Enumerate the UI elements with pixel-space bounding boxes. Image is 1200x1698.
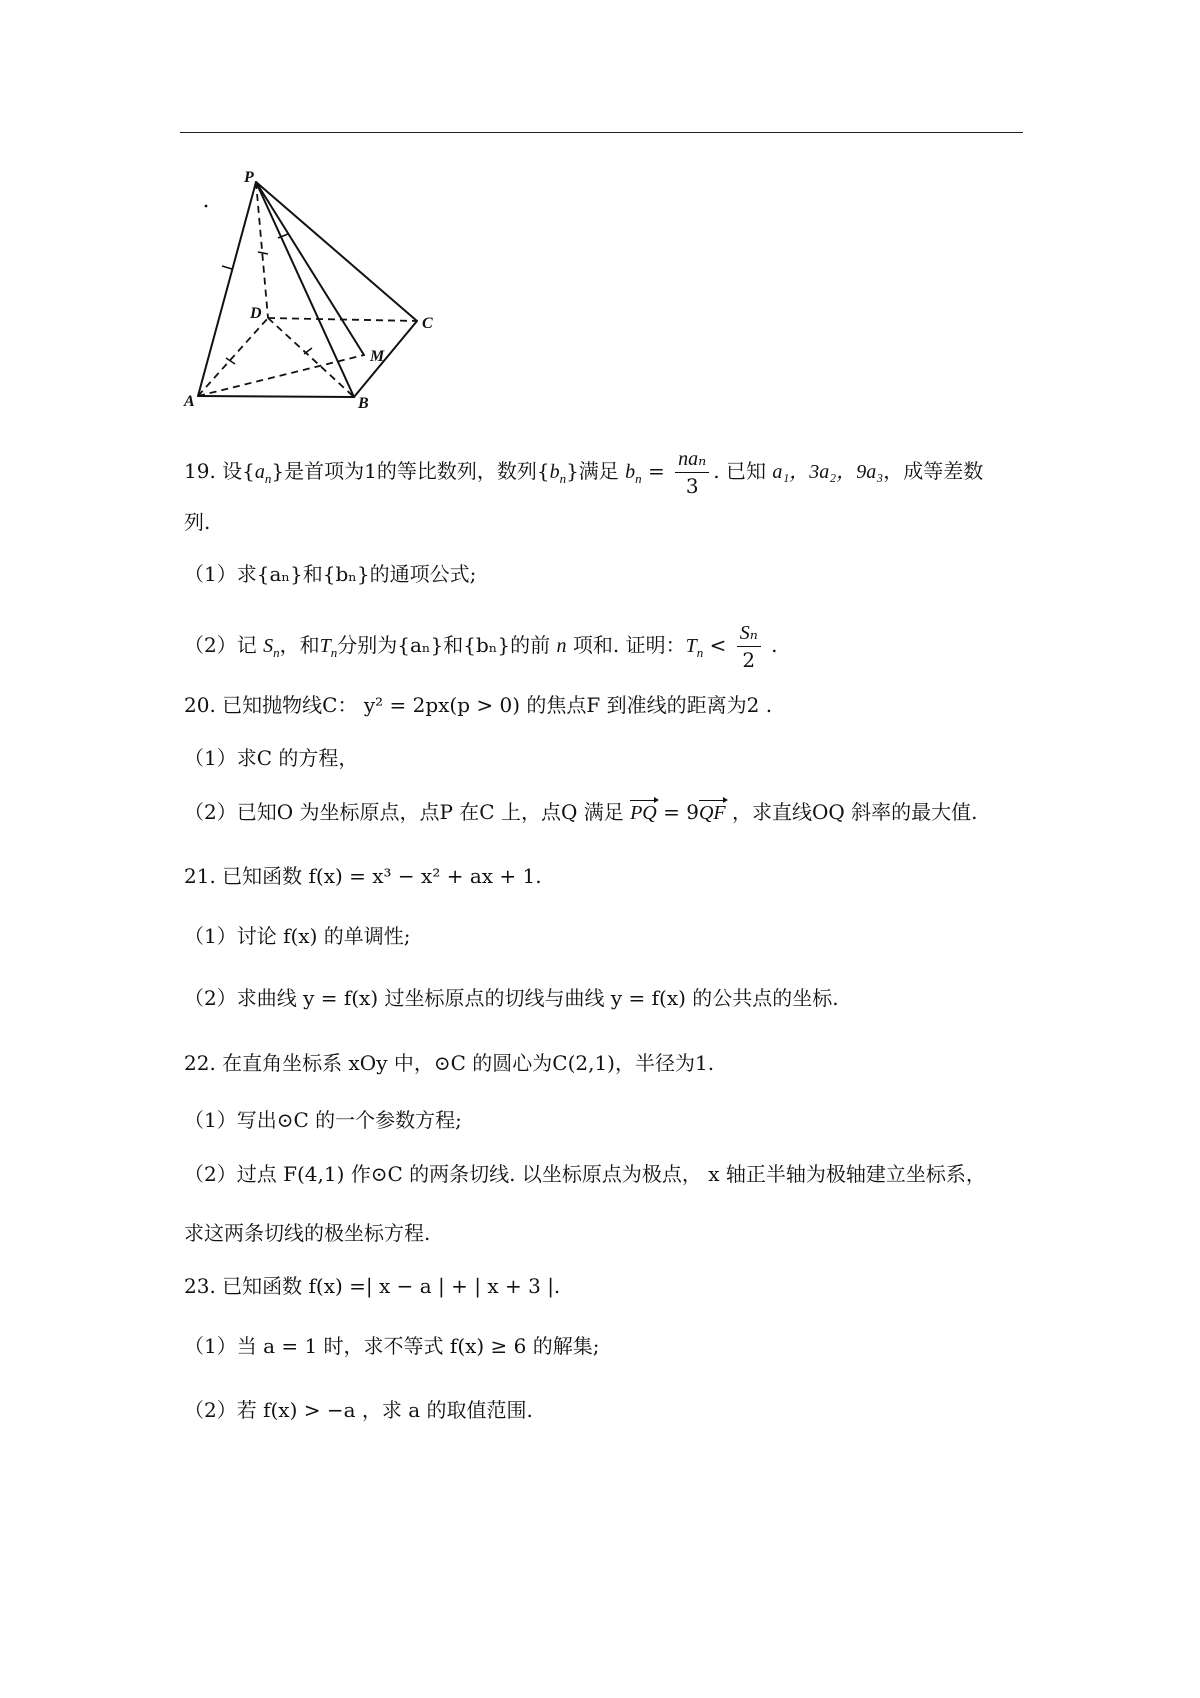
stray-mark xyxy=(205,205,208,208)
tick-mark xyxy=(222,266,232,269)
pyramid-figure xyxy=(186,168,451,413)
vertex-label-P: P xyxy=(244,169,254,186)
tick-mark xyxy=(258,252,268,254)
q23-stem: 23. 已知函数 f(x) =| x − a | + | x + 3 |. xyxy=(184,1274,561,1298)
edge-DB xyxy=(268,318,354,397)
q23-part2: （2）若 f(x) > −a ，求 a 的取值范围. xyxy=(184,1398,533,1422)
edge-PM xyxy=(256,182,364,355)
q20-stem: 20. 已知抛物线C： y² = 2px(p > 0) 的焦点F 到准线的距离为2 . xyxy=(184,693,773,717)
q22-part2: （2）过点 F(4,1) 作⊙C 的两条切线. 以坐标原点为极点， x 轴正半轴为极轴建立坐标系， xyxy=(184,1162,986,1186)
edge-PC xyxy=(256,182,417,321)
vertex-label-M: M xyxy=(370,348,385,365)
q21-part1: （1）讨论 f(x) 的单调性; xyxy=(184,924,411,948)
vertex-label-A: A xyxy=(184,393,195,410)
q21-stem: 21. 已知函数 f(x) = x³ − x² + ax + 1. xyxy=(184,864,542,888)
q22-part1: （1）写出⊙C 的一个参数方程; xyxy=(184,1108,462,1132)
edge-BC xyxy=(354,321,417,397)
q19-part2: （2）记 $S_n$，和$T_n$分别为{aₙ}和{bₙ}的前 n 项和. 证明：$T_n$ < $\frac{\text{Sₙ}}{2}$ . xyxy=(184,622,778,672)
edge-PA xyxy=(198,182,256,396)
q21-part2: （2）求曲线 y = f(x) 过坐标原点的切线与曲线 y = f(x) 的公共点的坐标. xyxy=(184,986,839,1010)
q22-stem: 22. 在直角坐标系 xOy 中，⊙C 的圆心为C(2,1)，半径为1. xyxy=(184,1051,715,1075)
vertex-label-B: B xyxy=(358,395,369,412)
q20-part2: （2）已知O 为坐标原点，点P 在C 上，点Q 满足 PQ = 9QF ，求直线OQ 斜率的最大值. xyxy=(184,800,978,824)
q22-part2-wrap: 求这两条切线的极坐标方程. xyxy=(184,1221,431,1245)
vertex-label-D: D xyxy=(250,305,262,322)
vertex-label-C: C xyxy=(422,315,433,332)
bn-fraction: $\frac{\text{naₙ}}{3}$ xyxy=(675,446,709,499)
q19-stem-wrap: 列. xyxy=(184,510,211,534)
vector-PQ: PQ xyxy=(630,802,657,824)
q23-part1: （1）当 a = 1 时，求不等式 f(x) ≥ 6 的解集; xyxy=(184,1334,600,1358)
q19-part1: （1）求{aₙ}和{bₙ}的通项公式; xyxy=(184,562,477,586)
sn-fraction: $\frac{\text{Sₙ}}{2}$ xyxy=(737,620,761,673)
q19-stem: 19. 设$\{a_n\}$是首项为1的等比数列，数列$\{b_n\}$满足 $b_n$ = $\frac{\text{naₙ}}{3}$ . 已知 a₁，3a₂，9a₃，成等差数 xyxy=(184,448,984,498)
edge-AB xyxy=(198,396,354,397)
header-rule xyxy=(180,132,1023,133)
edge-PB xyxy=(256,182,354,397)
q20-part1: （1）求C 的方程， xyxy=(184,746,359,770)
edge-AM xyxy=(198,355,364,396)
vector-QF: QF xyxy=(698,802,726,824)
